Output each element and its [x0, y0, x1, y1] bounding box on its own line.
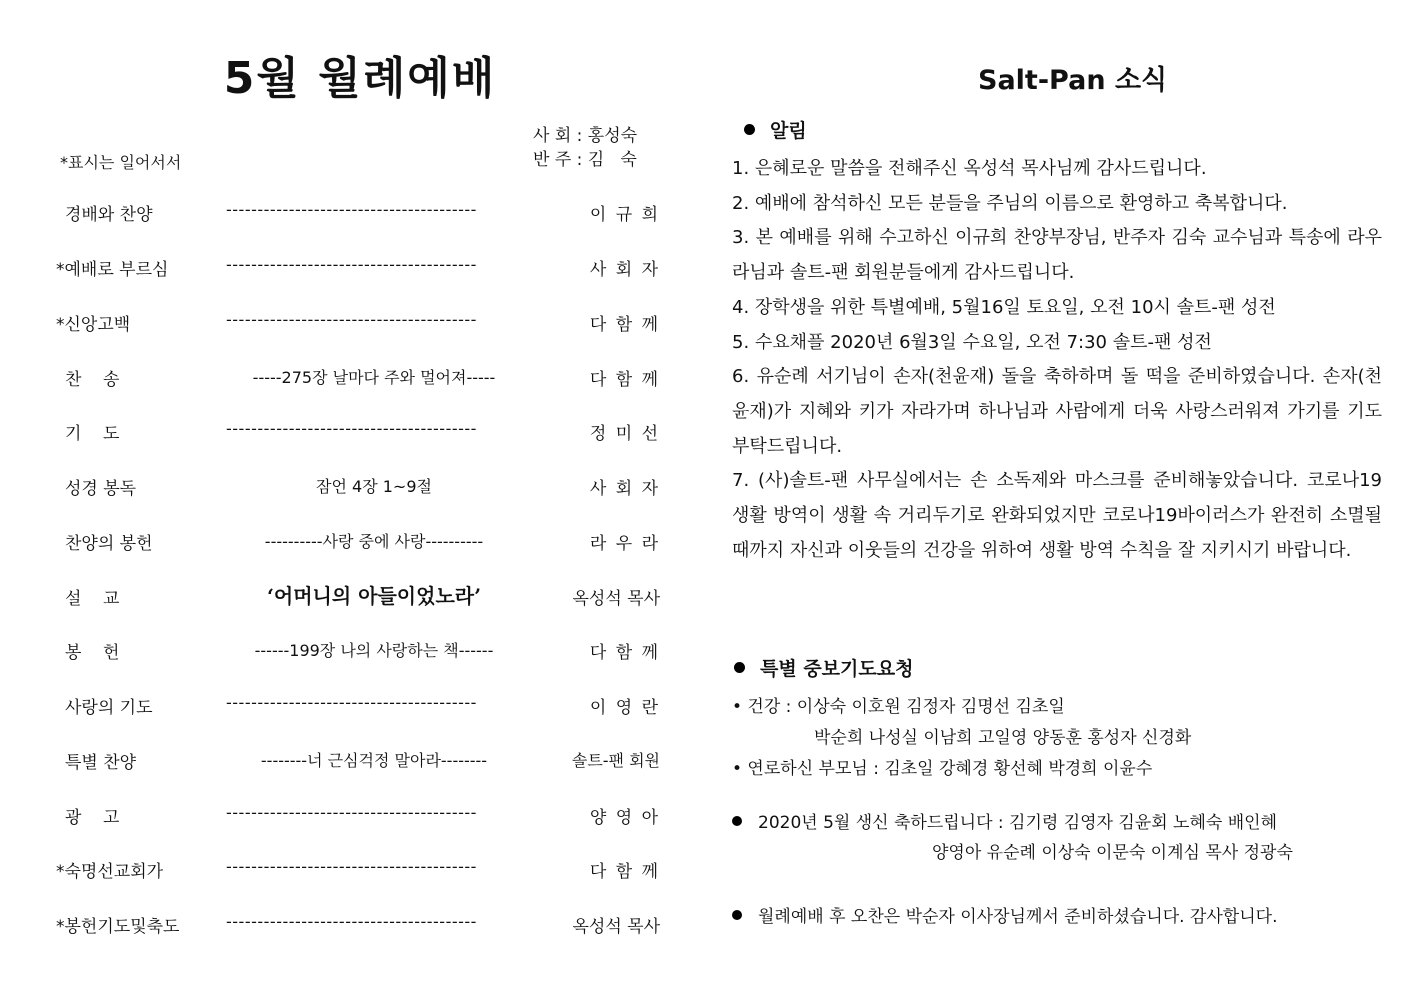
program-row [0, 584, 700, 614]
news-title: Salt-Pan 소식 [978, 65, 1168, 96]
program-item-name: 기 도 [65, 424, 120, 444]
program-item-leader: 다 함 께 [589, 862, 660, 882]
program-item-leader: 다 함 께 [589, 643, 660, 663]
program-item-leader: 다 함 께 [589, 315, 660, 335]
host-line: 사 회 : 홍성숙 [533, 126, 638, 146]
host-info [533, 124, 637, 172]
program-item-name: *예배로 부르심 [56, 260, 169, 280]
sermon-title: ‘어머니의 아들이었노라’ [266, 584, 482, 608]
program-row [0, 857, 700, 887]
program-row [0, 638, 700, 668]
prayer-heading-label: 특별 중보기도요청 [760, 658, 914, 680]
notice-item: 7. (사)솔트-팬 사무실에서는 손 소독제와 마스크를 준비해놓았습니다. 코로나19 생활 방역이 생활 속 거리두기로 완화되었지만 코로나19바이러스가 완전히 소멸될 때까지 자신과 이웃들의 건강을 위하여 생활 방역 수칙을 잘 지키시기 바랍니다. [732, 470, 1382, 561]
program-row [0, 310, 700, 340]
program-row [0, 803, 700, 833]
prayer-health-cont: 박순희 나성실 이남희 고일영 양동훈 홍성자 신경화 [814, 728, 1192, 748]
program-item-leader: 사 회 자 [589, 260, 660, 280]
notice-item: 5. 수요채플 2020년 6월3일 수요일, 오전 7:30 솔트-팬 성전 [732, 331, 1212, 353]
notice-item: 1. 은혜로운 말씀을 전해주신 옥성석 목사님께 감사드립니다. [732, 158, 1207, 179]
program-row [0, 419, 700, 449]
order-of-worship [0, 0, 700, 992]
dash-leader: ---------------------------------------- [226, 419, 477, 438]
prayer-parents: • 연로하신 부모님 : 김초일 강혜경 황선혜 박경희 이윤수 [732, 759, 1153, 779]
program-item-leader: 솔트-팬 회원 [571, 751, 660, 770]
program-row [0, 748, 700, 778]
dash-leader: ---------------------------------------- [226, 912, 477, 931]
program-item-name: 경배와 찬양 [65, 205, 153, 225]
program-row [0, 529, 700, 559]
bullet-icon [732, 910, 742, 920]
program-item-detail: -----275장 날마다 주와 멀어져----- [252, 368, 496, 387]
program-row [0, 365, 700, 395]
program-item-name: 특별 찬양 [65, 753, 137, 773]
program-row [0, 912, 700, 942]
stand-note: *표시는 일어서서 [60, 153, 182, 172]
notice-heading [744, 116, 807, 143]
program-item-detail: --------너 근심걱정 말아라-------- [260, 751, 488, 770]
news-section [700, 0, 1403, 992]
lunch-note [732, 902, 1392, 927]
program-row [0, 200, 700, 230]
notice-list [732, 152, 1382, 568]
program-item-leader: 라 우 라 [589, 534, 660, 554]
lunch-text: 월례예배 후 오찬은 박순자 이사장님께서 준비하셨습니다. 감사합니다. [758, 907, 1278, 927]
notice-heading-label: 알림 [770, 120, 807, 142]
birthday-block [732, 808, 1392, 868]
program-item-detail: ----------사랑 중에 사랑---------- [264, 532, 484, 551]
program-item-leader: 이 영 란 [589, 698, 660, 718]
program-item-leader: 이 규 희 [589, 205, 660, 225]
bullet-icon [732, 816, 742, 826]
dash-leader: ---------------------------------------- [226, 310, 477, 329]
dash-leader: ---------------------------------------- [226, 693, 477, 712]
worship-title: 5월 월례예배 [223, 53, 497, 104]
program-item-detail: 잠언 4장 1~9절 [316, 477, 432, 496]
notice-item: 3. 본 예배를 위해 수고하신 이규희 찬양부장님, 반주자 김숙 교수님과 특송에 라우라님과 솔트-팬 회원분들에게 감사드립니다. [732, 227, 1382, 284]
birthday-line-cont: 양영아 유순례 이상숙 이문숙 이계심 목사 정광숙 [932, 843, 1293, 863]
program-item-leader: 사 회 자 [589, 479, 660, 499]
program-row [0, 693, 700, 723]
dash-leader: ---------------------------------------- [226, 857, 477, 876]
birthday-line [732, 808, 1392, 838]
program-item-name: 성경 봉독 [65, 479, 137, 499]
prayer-health: • 건강 : 이상숙 이호원 김정자 김명선 김초일 [732, 697, 1065, 717]
prayer-heading [734, 654, 913, 681]
program-item-leader: 옥성석 목사 [572, 589, 660, 609]
bullet-icon [744, 124, 755, 135]
dash-leader: ---------------------------------------- [226, 200, 477, 219]
program-item-leader: 다 함 께 [589, 370, 660, 390]
program-item-name: 찬양의 봉헌 [65, 534, 153, 554]
birthday-text: 2020년 5월 생신 축하드립니다 : 김기령 김영자 김윤회 노혜숙 배인혜 [758, 813, 1277, 833]
program-row [0, 255, 700, 285]
program-item-name: 설 교 [65, 589, 120, 609]
program-item-leader: 옥성석 목사 [572, 917, 660, 937]
program-item-name: 사랑의 기도 [65, 698, 153, 718]
dash-leader: ---------------------------------------- [226, 803, 477, 822]
program-row [0, 474, 700, 504]
notice-item: 6. 유순례 서기님이 손자(천윤재) 돌을 축하하며 돌 떡을 준비하였습니다. 손자(천윤재)가 지혜와 키가 자라가며 하나님과 사람에게 더욱 사랑스러워져 가기를 기도 부탁드립니다. [732, 366, 1382, 457]
program-item-leader: 정 미 선 [589, 424, 660, 444]
prayer-list [732, 692, 1392, 785]
program-item-name: 광 고 [65, 808, 120, 828]
program-item-leader: 양 영 아 [589, 808, 660, 828]
program-item-name: 찬 송 [65, 370, 120, 390]
program-item-detail: ------199장 나의 사랑하는 책------ [254, 641, 494, 660]
program-item-name: *신앙고백 [56, 315, 131, 335]
notice-item: 2. 예배에 참석하신 모든 분들을 주님의 이름으로 환영하고 축복합니다. [732, 192, 1288, 214]
program-item-name: *봉헌기도및축도 [56, 917, 180, 937]
pianist-line: 반 주 : 김 숙 [533, 150, 637, 170]
program-item-name: 봉 헌 [65, 643, 120, 663]
bullet-icon [734, 662, 745, 673]
notice-item: 4. 장학생을 위한 특별예배, 5월16일 토요일, 오전 10시 솔트-팬 성전 [732, 296, 1276, 318]
dash-leader: ---------------------------------------- [226, 255, 477, 274]
program-item-name: *숙명선교회가 [56, 862, 164, 882]
